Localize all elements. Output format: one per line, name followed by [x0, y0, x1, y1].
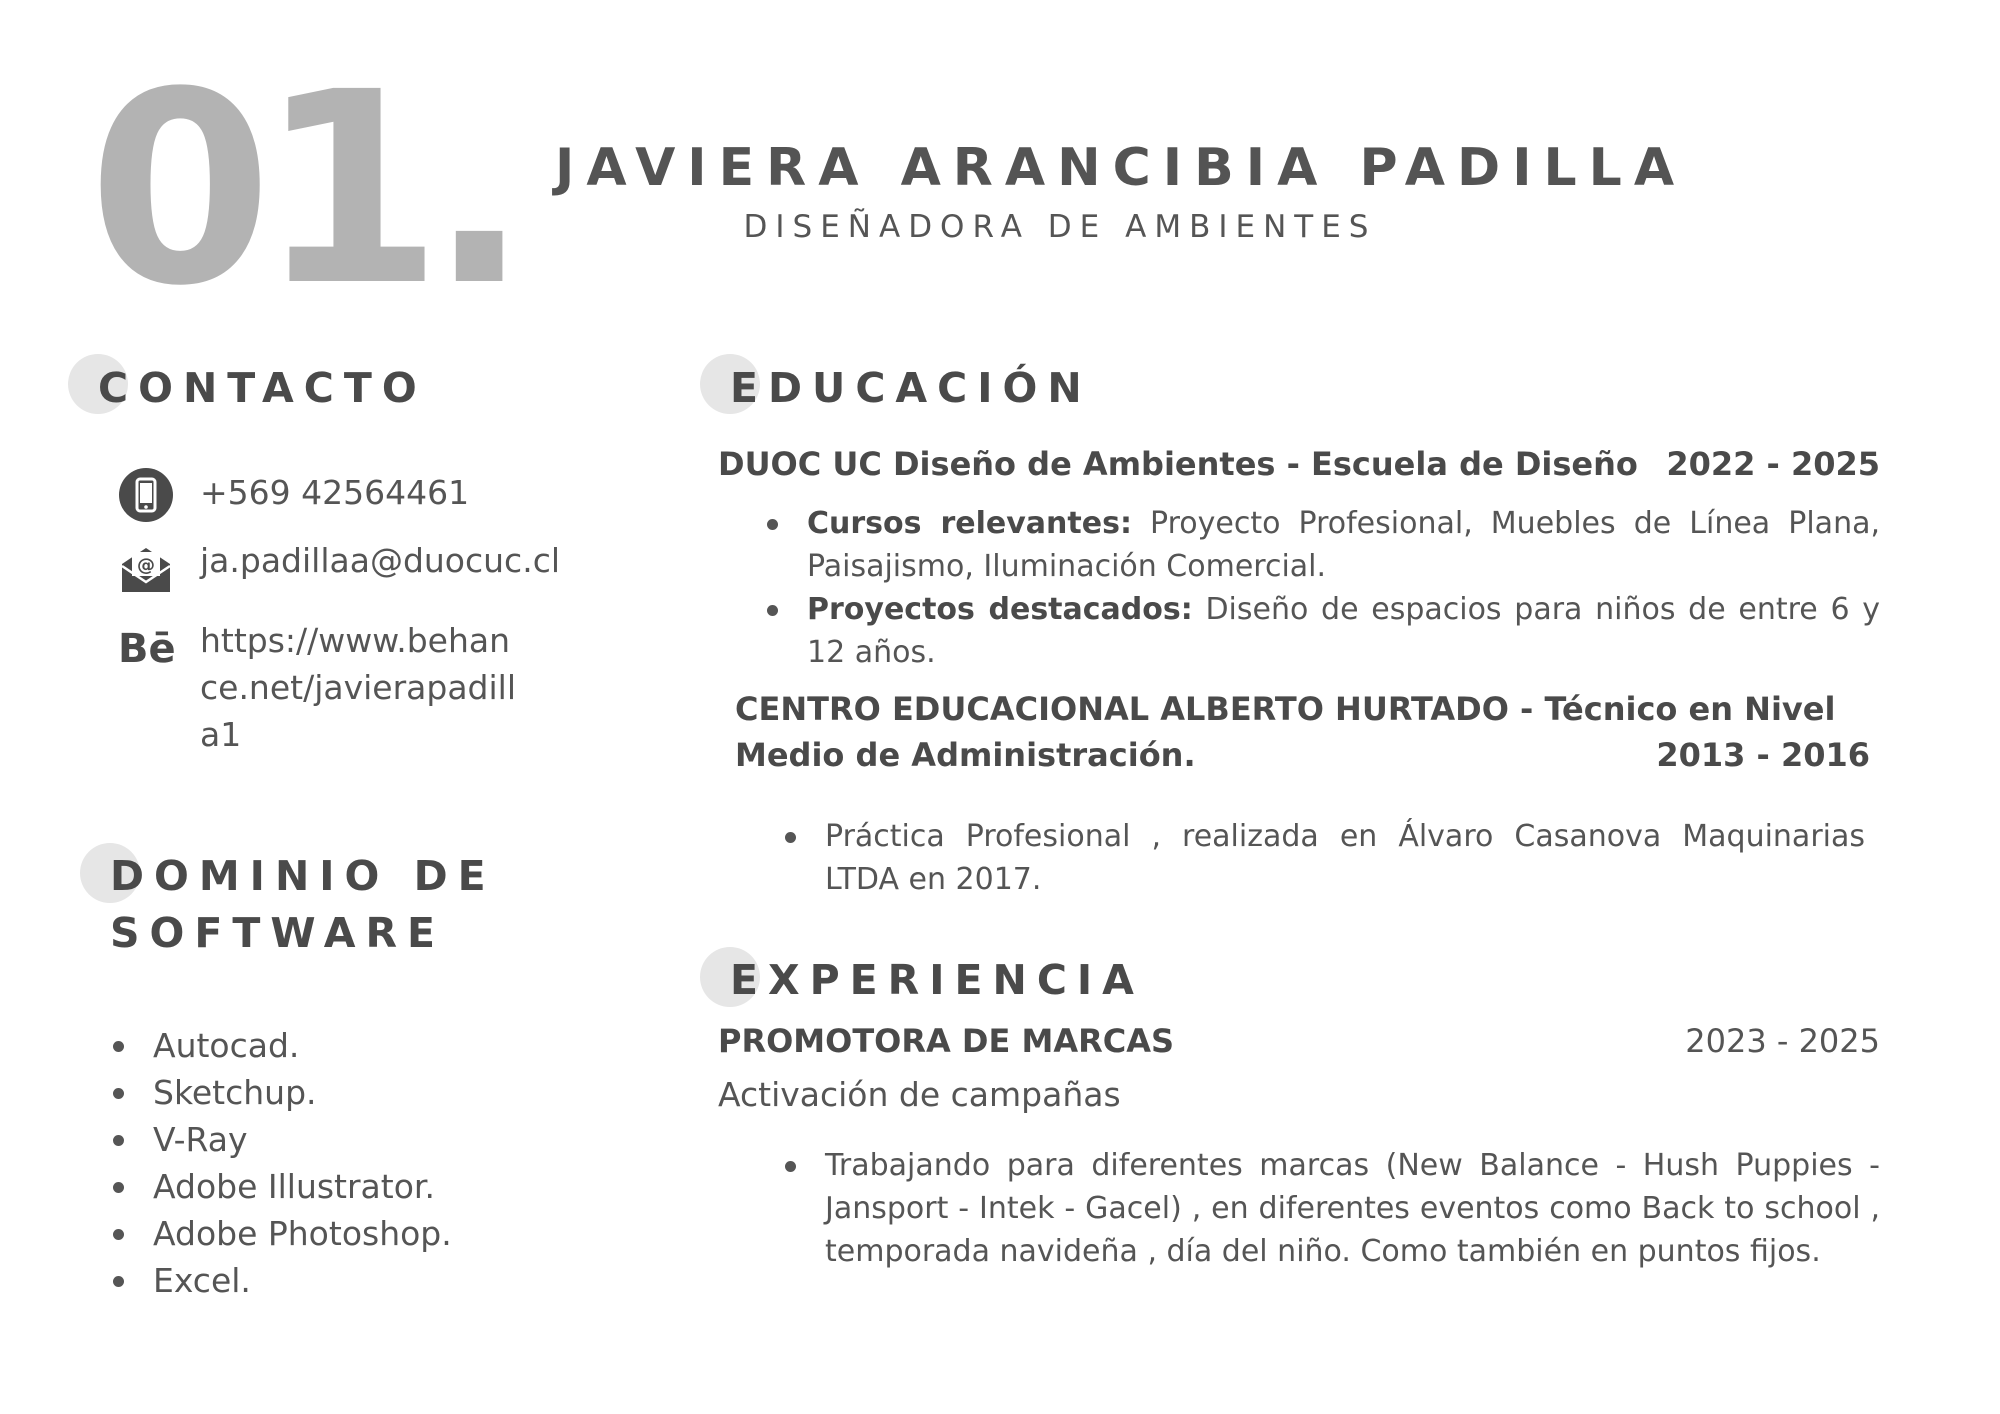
experience-entry1-title: PROMOTORA DE MARCAS: [718, 1022, 1175, 1060]
email-text: ja.padillaa@duocuc.cl: [200, 541, 561, 580]
svg-text:Bē: Bē: [118, 626, 176, 672]
list-item: [767, 588, 1880, 674]
phone-text: +569 42564461: [200, 473, 470, 512]
bullet-label: Proyectos destacados:: [807, 592, 1193, 627]
experience-entry1-subtitle: Activación de campañas: [718, 1075, 1121, 1114]
software-heading-line1: DOMINIO DE: [110, 852, 496, 900]
svg-text:@: @: [137, 555, 155, 576]
list-item: Adobe Illustrator.: [113, 1163, 593, 1210]
software-list: [113, 1022, 593, 1304]
education-entry2-dates: 2013 - 2016: [1656, 736, 1870, 774]
list-item: Trabajando para diferentes marcas (New Balance - Hush Puppies - Jansport - Intek - Gacel) , en diferentes eventos como Back to school , temporada navideña , día del niño. Como también en puntos fijos.: [785, 1144, 1880, 1273]
experience-entry1-dates: 2023 - 2025: [1685, 1022, 1880, 1060]
list-item: Excel.: [113, 1257, 593, 1304]
list-item: Autocad.: [113, 1022, 593, 1069]
behance-link-line1: https://www.behan: [200, 621, 511, 660]
resume-number: 01.: [88, 36, 516, 344]
contact-heading: CONTACTO: [98, 364, 427, 412]
experience-entry1-list: [785, 1144, 1880, 1273]
education-entry2-title-line1: CENTRO EDUCACIONAL ALBERTO HURTADO - Técnico en Nivel: [735, 690, 1836, 728]
behance-icon: [116, 622, 180, 672]
education-entry2-list: [785, 815, 1865, 901]
education-entry2-title-line2: Medio de Administración.: [735, 736, 1196, 774]
behance-link-line3: a1: [200, 714, 242, 754]
behance-link[interactable]: [200, 618, 516, 759]
education-entry1-dates: 2022 - 2025: [1666, 445, 1880, 483]
list-item: V-Ray: [113, 1116, 593, 1163]
candidate-name: JAVIERA ARANCIBIA PADILLA: [555, 138, 1687, 198]
candidate-title: DISEÑADORA DE AMBIENTES: [743, 209, 1377, 245]
bullet-text: Diseño de espacios para niños de entre 6 y 12 años.: [807, 592, 1880, 670]
list-item: Práctica Profesional , realizada en Álvaro Casanova Maquinarias LTDA en 2017.: [785, 815, 1865, 901]
software-heading: [110, 848, 496, 961]
education-heading: EDUCACIÓN: [730, 364, 1092, 412]
list-item: Sketchup.: [113, 1069, 593, 1116]
list-item: [767, 502, 1880, 588]
phone-icon: [118, 467, 174, 523]
bullet-text: Proyecto Profesional, Muebles de Línea Plana, Paisajismo, Iluminación Comercial.: [807, 506, 1881, 584]
list-item: Adobe Photoshop.: [113, 1210, 593, 1257]
education-entry1-title: DUOC UC Diseño de Ambientes - Escuela de Diseño: [718, 445, 1638, 483]
experience-heading: EXPERIENCIA: [730, 956, 1144, 1004]
email-icon: [118, 540, 174, 596]
software-heading-line2: SOFTWARE: [110, 908, 446, 957]
behance-link-line2: ce.net/javierapadill: [200, 667, 517, 707]
bullet-label: Cursos relevantes:: [807, 506, 1132, 541]
education-entry1-list: [767, 502, 1880, 674]
